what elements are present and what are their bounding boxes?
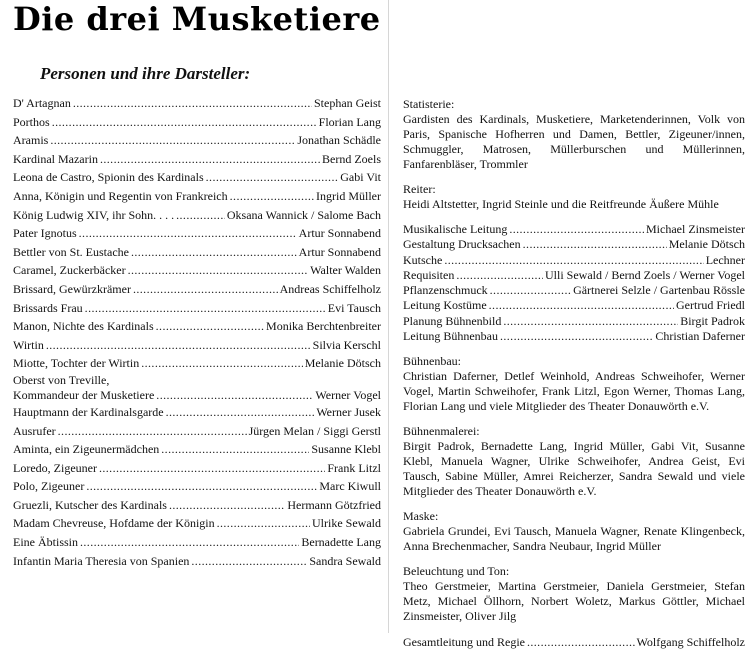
cast-entry [13,299,381,318]
cast-entry [13,131,381,150]
person-name: Bernd Zoels [322,151,381,166]
person-name: Melanie Dötsch [304,356,381,371]
cast-entry [13,150,381,169]
dot-leader [79,224,297,243]
section-beleuchtung [403,564,745,624]
cast-entry [13,354,381,373]
dot-leader [99,459,325,478]
person-name: Bernadette Lang [301,535,381,550]
person-name: Walter Walden [310,263,381,278]
dot-leader [176,206,225,225]
person-name: Lechner [705,252,745,267]
person-name: Florian Lang [318,114,381,129]
role-label: Manon, Nichte des Kardinals [13,319,154,334]
section-statisterie [403,97,745,172]
cast-entry [13,280,381,299]
role-label: Loredo, Zigeuner [13,460,97,475]
dot-leader [217,514,310,533]
person-name: Artur Sonnabend [298,226,381,241]
person-name: Christian Daferner [655,329,745,344]
role-label: Hauptmann der Kardinalsgarde [13,404,164,419]
person-name: Marc Kiwull [319,479,381,494]
section-text: Gabriela Grundei, Evi Tausch, Manuela Wagner, Renate Klingenbeck, Anna Brechenmacher, Sandra Neubaur, Ingrid Müller [403,524,745,554]
role-label: Leona de Castro, Spionin des Kardinals [13,170,204,185]
role-label: Gestaltung Drucksachen [403,237,521,252]
dot-leader [490,283,571,298]
person-name: Melanie Dötsch [668,237,745,252]
cast-entry [13,206,381,225]
role-label: Wirtin [13,337,44,352]
cast-entry [13,224,381,243]
section-heading: Bühnenmalerei: [403,424,480,439]
cast-group-before [13,94,381,373]
dot-leader [80,533,299,552]
role-label: Eine Äbtissin [13,535,78,550]
person-name: Birgit Padrok [680,313,745,328]
dot-leader [46,336,311,355]
cast-entry [13,168,381,187]
dot-leader [527,634,635,650]
role-label: Pater Ignotus [13,226,77,241]
dot-leader [58,422,247,441]
credit-entry [403,283,745,298]
person-name: Susanne Klebl [311,442,381,457]
dot-leader [523,237,667,252]
column-divider [388,0,389,633]
person-name: Artur Sonnabend [298,244,381,259]
role-label: Planung Bühnenbild [403,313,502,328]
role-label: Anna, Königin und Regentin von Frankreich [13,188,228,203]
dot-leader [141,354,302,373]
role-label: Kardinal Mazarin [13,151,98,166]
dot-leader [191,552,307,571]
role-label: Ausrufer [13,423,56,438]
role-label: Gruezli, Kutscher des Kardinals [13,497,167,512]
person-name: Frank Litzl [327,460,381,475]
dot-leader [489,298,674,313]
cast-entry [13,261,381,280]
role-label: Aminta, ein Zigeunermädchen [13,442,160,457]
section-buehnenbau [403,354,745,414]
role-label: Leitung Bühnenbau [403,329,498,344]
person-name: Stephan Geist [314,96,381,110]
role-label: Infantin Maria Theresia von Spanien [13,553,190,568]
person-name: Jürgen Melan / Siggi Gerstl [248,423,381,438]
credit-name: Wolfgang Schiffelholz [636,635,745,650]
role-label: Bettler von St. Eustache [13,244,129,259]
cast-heading: Personen und ihre Darsteller: [40,64,251,83]
dot-leader [86,477,317,496]
cast-entry [13,440,381,459]
cast-entry [13,422,381,441]
person-name: Hermann Götzfried [287,497,381,512]
role-label: Leitung Kostüme [403,298,487,313]
role-label: Porthos [13,114,50,129]
role-label: Caramel, Zuckerbäcker [13,263,126,278]
cast-entry [13,552,381,571]
cast-entry [13,243,381,262]
dot-leader [128,261,309,280]
role-label: König Ludwig XIV, ihr Sohn. . . . [13,207,175,222]
section-heading: Maske: [403,509,439,524]
dot-leader [456,268,543,283]
section-text: Birgit Padrok, Bernadette Lang, Ingrid Müller, Gabi Vit, Susanne Klebl, Manuela Wagner, Ulrike Schweihofer, Andrea Geist, Evi Tausch, Sabine Müller, Amrei Reicherzer, Sandra Sewald und viele Mitglieder des Theater Donauwörth e.V. [403,439,745,499]
section-maske [403,509,745,554]
credit-entry [403,268,745,283]
cast-entry [13,496,381,515]
role-label: Brissard, Gewürzkrämer [13,281,131,296]
dot-leader [509,222,644,237]
section-heading: Bühnenbau: [403,354,461,369]
role-label: Musikalische Leitung [403,222,508,236]
cast-entry [13,94,381,113]
credit-entry [403,329,745,344]
person-name: Werner Jusek [316,404,381,419]
cast-role: Kommandeur der Musketiere [13,387,155,402]
section-heading: Statisterie: [403,97,455,111]
cast-role-line: Oberst von Treville, [13,372,110,387]
dot-leader [73,94,312,113]
credit-role: Gesamtleitung und Regie [403,635,525,650]
person-name: Monika Berchtenbreiter [266,319,381,334]
person-name: Gabi Vit [340,170,381,185]
person-name: Oksana Wannick / Salome Bach [226,207,381,222]
cast-list [13,94,381,570]
person-name: Gertrud Friedl [676,298,745,313]
dot-leader [50,131,295,150]
cast-entry [13,113,381,132]
person-name: Gärtnerei Selzle / Gartenbau Rössle [573,283,745,298]
person-name: Jonathan Schädle [297,133,381,148]
role-label: Kutsche [403,252,443,267]
role-label: Miotte, Tochter der Wirtin [13,356,140,371]
credit-entry [403,298,745,313]
dot-leader [156,388,313,403]
section-reiter [403,182,745,212]
person-name: Michael Zinsmeister [646,222,745,236]
cast-entry-treville [13,373,381,403]
role-label: Requisiten [403,267,455,282]
section-text: Heidi Altstetter, Ingrid Steinle und die Reitfreunde Äußere Mühle [403,197,719,211]
person-name: Ulli Sewald / Bernd Zoels / Werner Vogel [544,267,745,282]
dot-leader [206,168,339,187]
dot-leader [500,329,653,344]
person-name: Ingrid Müller [316,188,381,203]
cast-entry [13,403,381,422]
dot-leader [230,187,314,206]
person-name: Ulrike Sewald [312,516,381,531]
page-title: Die drei Musketiere [13,0,381,38]
dot-leader [156,317,264,336]
cast-entry [13,533,381,552]
dot-leader [131,243,297,262]
dot-leader [503,314,678,329]
section-text: Theo Gerstmeier, Martina Gerstmeier, Daniela Gerstmeier, Stefan Metz, Michael Öllhorn, Norbert Woletz, Markus Göttler, Michael Zinsmeister, Oliver Jilg [403,579,745,624]
cast-entry [13,477,381,496]
role-label: Brissards Frau [13,300,83,315]
person-name: Andreas Schiffelholz [279,281,381,296]
section-buehnenmalerei [403,424,745,499]
person-name: Sandra Sewald [309,553,381,568]
dot-leader [100,150,320,169]
role-label: D' Artagnan [13,96,71,110]
cast-entry [13,336,381,355]
dot-leader [133,280,278,299]
cast-actor: Werner Vogel [315,387,381,402]
dot-leader [85,299,326,318]
dot-leader [161,440,309,459]
cast-group-after [13,403,381,570]
credit-entry [403,314,745,329]
credit-entry [403,222,745,237]
section-text: Christian Daferner, Detlef Weinhold, Andreas Schweihofer, Werner Vogel, Martin Schweihofer, Frank Litzl, Egon Werner, Thomas Lang, Florian Lang und viele Mitglieder des Theater Donauwörth e.V. [403,369,745,414]
role-label: Aramis [13,133,49,148]
dot-leader [52,113,317,132]
role-label: Madam Chevreuse, Hofdame der Königin [13,516,215,531]
section-text: Gardisten des Kardinals, Musketiere, Marketenderinnen, Volk von Paris, Spanische Hofherren und Damen, Bettler, Zigeuner/innen, Schmuggler, Matrosen, Müllerburschen und Müllerinnen, Fanfarenbläser, Trommler [403,112,745,171]
person-name: Silvia Kerschl [312,337,381,352]
role-label: Polo, Zigeuner [13,479,85,494]
section-heading: Reiter: [403,182,436,196]
person-name: Evi Tausch [327,300,381,315]
dot-leader [166,403,315,422]
cast-entry [13,459,381,478]
final-credit [403,634,745,650]
section-heading: Beleuchtung und Ton: [403,564,510,579]
cast-entry [13,317,381,336]
credit-entry [403,253,745,268]
dot-leader [444,253,703,268]
dot-leader [169,496,285,515]
cast-entry [13,514,381,533]
cast-entry [13,187,381,206]
credit-entry [403,237,745,252]
role-label: Pflanzenschmuck [403,283,488,298]
credits-list [403,222,745,344]
crew-column [403,94,745,650]
